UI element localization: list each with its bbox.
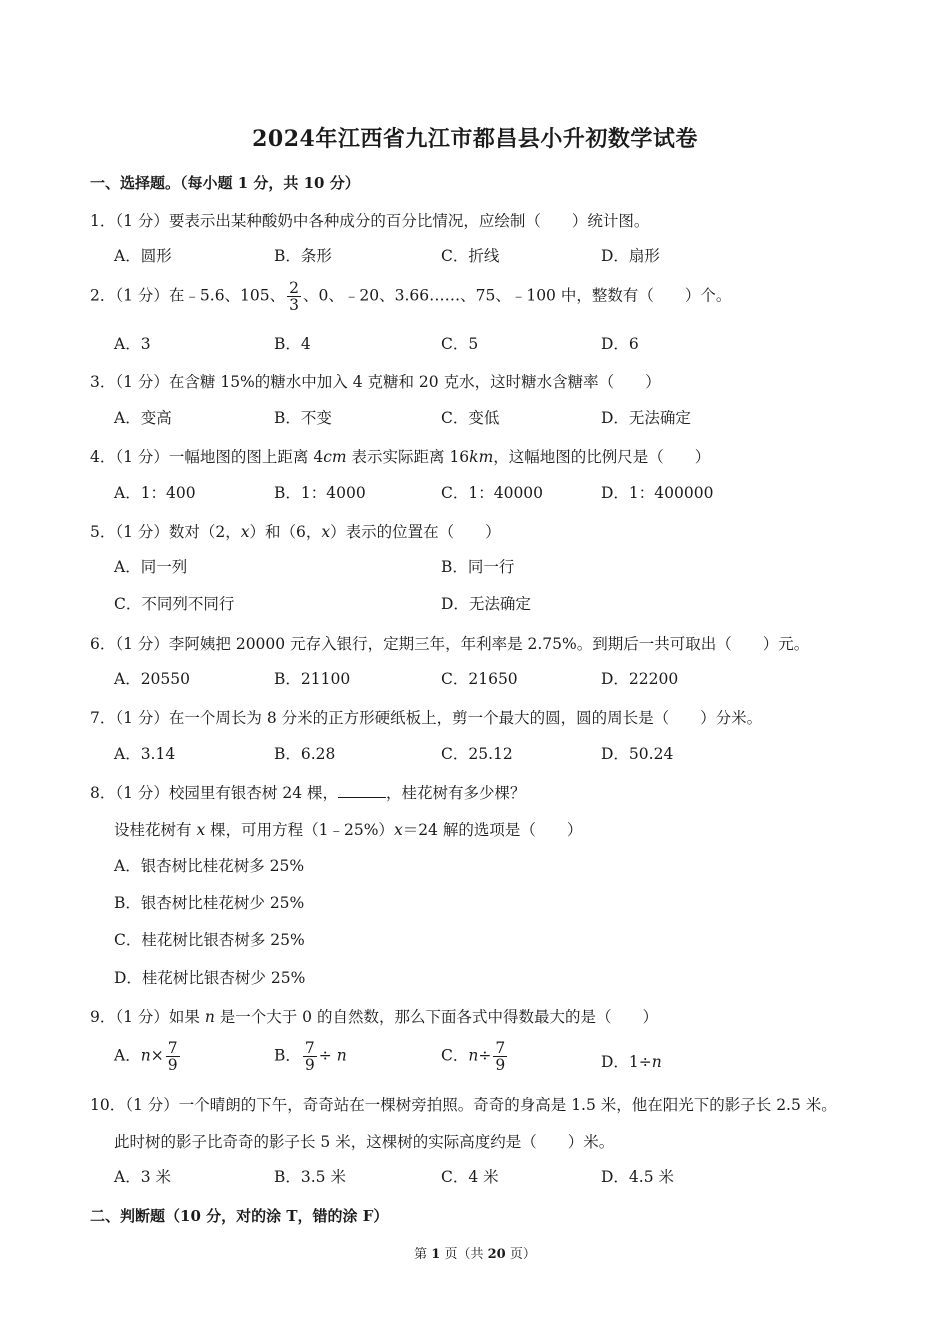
q2-option-d[interactable]: D．6: [601, 335, 639, 353]
q10-option-a[interactable]: A．3 米: [114, 1168, 171, 1186]
q5-option-d[interactable]: D．无法确定: [441, 595, 531, 613]
fill-blank[interactable]: [338, 783, 386, 798]
question-5: 5．（1 分）数对（2，x）和（6，x）表示的位置在（ ）: [90, 523, 501, 541]
q2-option-a[interactable]: A．3: [114, 335, 151, 353]
q4-option-a[interactable]: A．1：400: [114, 484, 196, 502]
q6-option-d[interactable]: D．22200: [601, 670, 679, 688]
q4-option-d[interactable]: D．1：400000: [601, 484, 714, 502]
q5-option-c[interactable]: C．不同列不同行: [114, 595, 235, 613]
q1-option-c[interactable]: C．折线: [441, 247, 500, 265]
q5-option-a[interactable]: A．同一列: [114, 558, 188, 576]
q4-option-c[interactable]: C．1：40000: [441, 484, 544, 502]
q8-option-a[interactable]: A．银杏树比桂花树多 25%: [114, 857, 305, 875]
page-footer: 第 1 页（共 20 页）: [414, 1247, 536, 1262]
q3-option-b[interactable]: B．不变: [274, 409, 332, 427]
q3-option-d[interactable]: D．无法确定: [601, 409, 691, 427]
q2-option-b[interactable]: B．4: [274, 335, 311, 353]
question-9: 9．（1 分）如果 n 是一个大于 0 的自然数，那么下面各式中得数最大的是（ ）: [90, 1008, 658, 1026]
question-6: 6．（1 分）李阿姨把 20000 元存入银行，定期三年，年利率是 2.75%。到期后一共可取出（ ）元。: [90, 635, 810, 653]
question-10: 10．（1 分）一个晴朗的下午，奇奇站在一棵树旁拍照。奇奇的身高是 1.5 米，他在阳光下的影子长 2.5 米。: [90, 1096, 837, 1114]
q3-option-a[interactable]: A．变高: [114, 409, 172, 427]
q4-option-b[interactable]: B．1：4000: [274, 484, 366, 502]
question-3: 3．（1 分）在含糖 15%的糖水中加入 4 克糖和 20 克水，这时糖水含糖率（ ）: [90, 373, 661, 391]
q6-option-c[interactable]: C．21650: [441, 670, 518, 688]
question-8: 8．（1 分）校园里有银杏树 24 棵， ，桂花树有多少棵？: [90, 784, 526, 802]
q2-option-c[interactable]: C．5: [441, 335, 479, 353]
q9-option-d[interactable]: D．1÷n: [601, 1053, 662, 1071]
question-2: [90, 280, 731, 313]
q7-option-c[interactable]: C．25.12: [441, 745, 513, 763]
q2-text-pre: 2．（1 分）在﹣5.6、105、: [90, 286, 286, 305]
q8-option-b[interactable]: B．银杏树比桂花树少 25%: [114, 894, 305, 912]
page-title: 2024年江西省九江市都昌县小升初数学试卷: [252, 126, 698, 152]
q7-option-a[interactable]: A．3.14: [114, 745, 176, 763]
q1-option-a[interactable]: A．圆形: [114, 247, 172, 265]
q8-option-c[interactable]: C．桂花树比银杏树多 25%: [114, 931, 305, 949]
q9-option-a[interactable]: A．n× $\frac{7}{9}$: [114, 1039, 178, 1074]
q10-option-b[interactable]: B．3.5 米: [274, 1168, 346, 1186]
q2-text-post: 、0、﹣20、3.66……、75、﹣100 中，整数有（ ）个。: [303, 286, 732, 305]
q1-option-d[interactable]: D．扇形: [601, 247, 660, 265]
question-1: 1．（1 分）要表示出某种酸奶中各种成分的百分比情况，应绘制（ ）统计图。: [90, 212, 650, 230]
q8-option-d[interactable]: D．桂花树比银杏树少 25%: [114, 969, 306, 987]
q5-option-b[interactable]: B．同一行: [441, 558, 515, 576]
q6-option-a[interactable]: A．20550: [114, 670, 191, 688]
q10-option-c[interactable]: C．4 米: [441, 1168, 499, 1186]
section-heading-choice: 一、选择题。（每小题 1 分，共 10 分）: [90, 174, 360, 192]
section-heading-judgement: 二、判断题（10 分，对的涂 T，错的涂 F）: [90, 1207, 389, 1225]
q9-option-c[interactable]: C．n÷ $\frac{7}{9}$: [441, 1039, 506, 1074]
q10-option-d[interactable]: D．4.5 米: [601, 1168, 675, 1186]
question-7: 7．（1 分）在一个周长为 8 分米的正方形硬纸板上，剪一个最大的圆，圆的周长是（ ）分米。: [90, 709, 763, 727]
q9-option-b[interactable]: B． $\frac{7}{9}$ ÷ n: [274, 1039, 347, 1074]
q6-option-b[interactable]: B．21100: [274, 670, 351, 688]
q7-option-b[interactable]: B．6.28: [274, 745, 336, 763]
q7-option-d[interactable]: D．50.24: [601, 745, 674, 763]
question-10-line-2: 此时树的影子比奇奇的影子长 5 米，这棵树的实际高度约是（ ）米。: [114, 1133, 615, 1151]
question-8-equation-line: 设桂花树有 x 棵，可用方程（1﹣25%）x＝24 解的选项是（ ）: [114, 821, 583, 839]
q1-option-b[interactable]: B．条形: [274, 247, 332, 265]
q3-option-c[interactable]: C．变低: [441, 409, 500, 427]
fraction-two-thirds: $\frac{2}{3}$: [289, 279, 300, 314]
question-4: 4．（1 分）一幅地图的图上距离 4cm 表示实际距离 16km，这幅地图的比例尺是（ ）: [90, 448, 711, 466]
